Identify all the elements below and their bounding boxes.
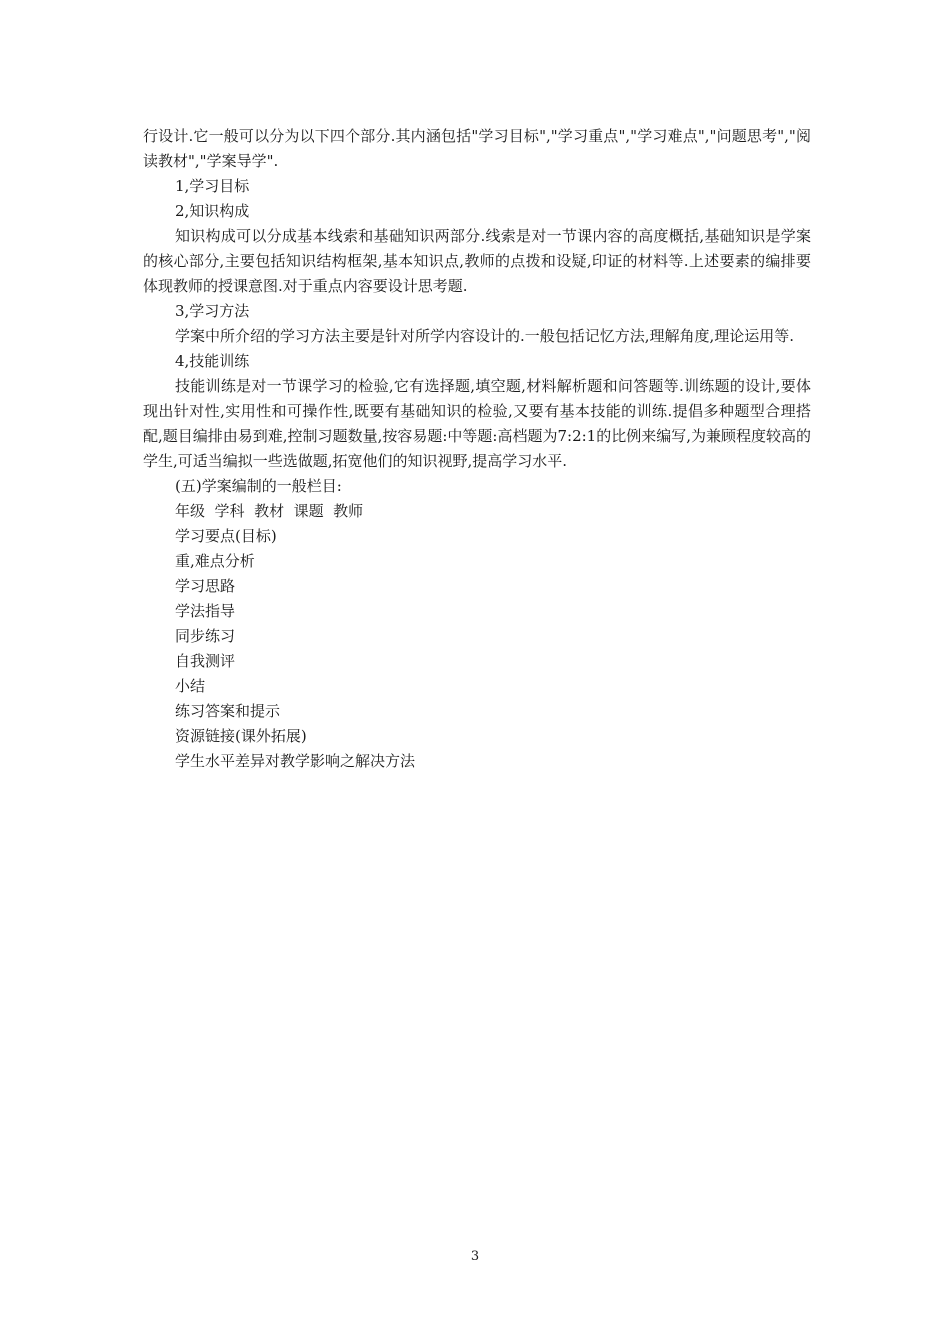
knowledge-structure-paragraph: 知识构成可以分成基本线索和基础知识两部分.线索是对一节课内容的高度概括,基础知识是学案的核心部分,主要包括知识结构框架,基本知识点,教师的点拨和设疑,印证的材料等.上述要素的编排要体现教师的授课意图.对于重点内容要设计思考题.	[143, 227, 811, 295]
skill-training-paragraph: 技能训练是对一节课学习的检验,它有选择题,填空题,材料解析题和问答题等.训练题的设计,要体现出针对性,实用性和可操作性,既要有基础知识的检验,又要有基本技能的训练.提倡多种题型合理搭配,题目编排由易到难,控制习题数量,按容易题:中等题:高档题为7:2:1的比例来编写,为兼顾程度较高的学生,可适当编拟一些选做题,拓宽他们的知识视野,提高学习水平.	[143, 377, 811, 470]
section-heading-knowledge-structure: 2,知识构成	[175, 202, 250, 220]
document-body	[143, 124, 811, 774]
column-item: 重,难点分析	[175, 552, 255, 570]
section-heading-learning-goals: 1,学习目标	[175, 177, 250, 195]
section-heading-columns: (五)学案编制的一般栏目:	[175, 477, 342, 495]
section-heading-skill-training: 4,技能训练	[175, 352, 250, 370]
column-item: 学生水平差异对教学影响之解决方法	[175, 752, 416, 770]
column-item: 资源链接(课外拓展)	[175, 727, 307, 745]
learning-methods-paragraph: 学案中所介绍的学习方法主要是针对所学内容设计的.一般包括记忆方法,理解角度,理论运用等.	[175, 327, 795, 345]
column-item: 学法指导	[175, 602, 236, 620]
column-item: 年级 学科 教材 课题 教师	[175, 502, 364, 520]
column-item: 学习要点(目标)	[175, 527, 277, 545]
column-item: 自我测评	[175, 652, 236, 670]
column-item: 同步练习	[175, 627, 236, 645]
section-heading-learning-methods: 3,学习方法	[175, 302, 250, 320]
column-item: 学习思路	[175, 577, 236, 595]
column-item: 练习答案和提示	[175, 702, 281, 720]
column-item: 小结	[175, 677, 206, 695]
intro-paragraph: 行设计.它一般可以分为以下四个部分.其内涵包括"学习目标","学习重点","学习难点","问题思考","阅读教材","学案导学".	[143, 127, 811, 170]
column-list	[143, 499, 811, 774]
page-number: 3	[470, 1249, 480, 1264]
